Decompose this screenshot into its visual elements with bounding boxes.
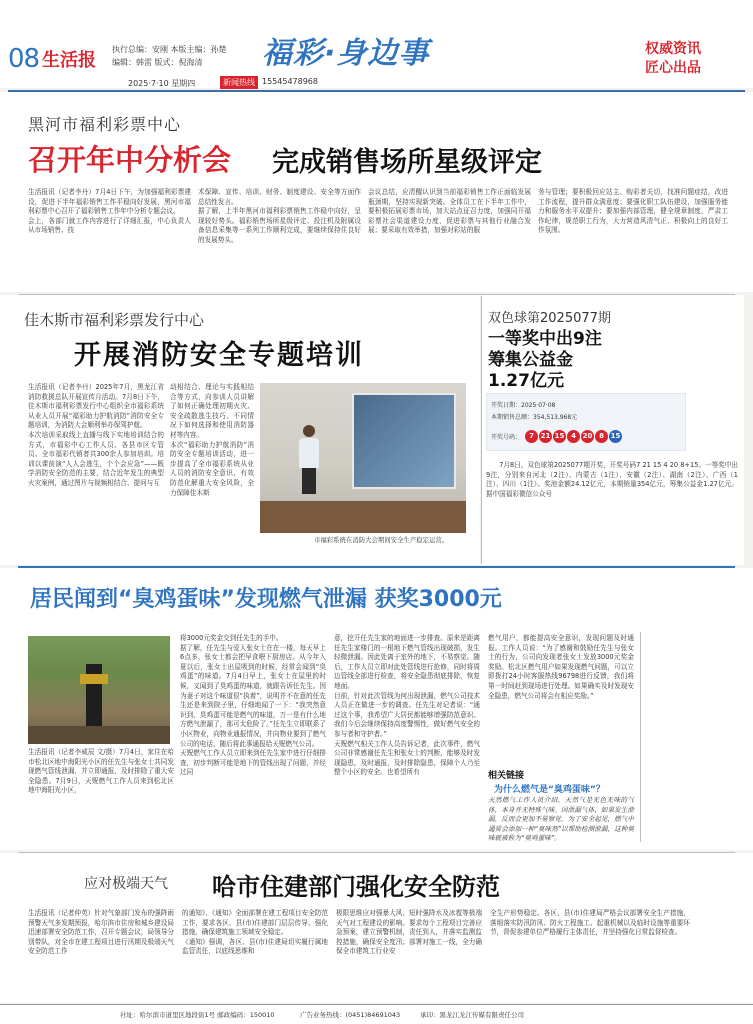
- draw-body: 7月8日，双色球第2025077期开奖，开奖号码7 21 15 4 20 8+15。一等奖中出9注，分别来自河北（2注）、内蒙古（1注）、安徽（2注）、湖南（2注）、广西（1注）、四川（1注）。奖池金额24.12亿元，本期销量354亿元，筹集公益金1.27亿元。 据中国福彩微信公众号: [486, 461, 743, 498]
- draw-numbers-label: 开奖号码：: [491, 434, 522, 441]
- article-3-headline: 居民闻到“臭鸡蛋味”发现燃气泄漏 获奖3000元: [30, 587, 502, 612]
- red-ball: 7: [525, 430, 538, 443]
- related-title: 为什么燃气是“臭鸡蛋味”？: [494, 785, 605, 795]
- article-1-col-4: 务与管理；要积极回应站主、购彩者关切，找准问题症结，改进工作流程，提升群众满意度；要强化职工队伍建设，加强服务能力和服务水平双提升；要加强内部管理，健全规章制度，严肃工作纪律，规范职工行为，大力营造风清气正、积极向上的良好工作氛围。: [538, 188, 728, 235]
- footer-printer: 承印：黑龙江龙江传媒有限责任公司: [420, 1011, 524, 1019]
- red-ball: 21: [539, 430, 552, 443]
- draw-info-panel: [486, 393, 686, 451]
- draw-sales: 354,513,968元: [533, 414, 578, 421]
- hotline-number: 15545478968: [262, 77, 318, 86]
- draw-sales-label: 本期销售总额：: [491, 414, 534, 421]
- slogan-2: 匠心出品: [645, 60, 701, 76]
- article-4-col-3: 极限思维应对强暴大风、短时强降水及冰雹等极端天气对工程建设的影响。要求每个工程项目完善应急预案，建立预警机制，责任到人，并落实监测监控措施，确保安全度汛；部署对施工一线，全力确保全市建筑工行业安: [336, 909, 482, 956]
- article-2-headline: 开展消防安全专题培训: [74, 340, 364, 371]
- hotline-badge: 新闻热线: [220, 76, 258, 89]
- issue-date: 2025·7·10 星期四: [128, 79, 196, 88]
- red-ball: 15: [553, 430, 566, 443]
- related-body: 天然燃气工作人员介绍，天然气是无色无味的气体，本身并无特殊气味。因泄漏气体，如果发生泄漏，反而会更加不易察觉。为了安全起见，燃气中通常会添加一种“臭味剂”以帮助检测泄漏，这种臭味就被称为“臭鸡蛋味”。: [488, 796, 634, 843]
- footer-address: 社址：哈尔滨市道里区地段街1号 邮政编码：150010: [120, 1011, 275, 1019]
- article-1-col-1: 生活报讯（记者李丹）7月4日下午，为加强福利彩票建设，促进下半年福彩销售工作平稳向好发展，黑河市福利彩票中心召开了福彩销售工作年中分析专题会议。 会上，各部门就工作内容进行了详细汇报，中心负责人从市场销售、技: [28, 188, 191, 235]
- article-2: [0, 295, 480, 565]
- related-label: 相关链接: [488, 771, 525, 781]
- article-1-col-2: 术保障、宣传、培训、财务、制度建设、安全等方面作总结性发言。 据了解，上半年黑河市福利彩票销售工作稳中向好，呈现较好势头。福彩销售场所星级评定、投注机及附属设备信息采集等一系列工作顺利完成，要继续保持住良好的发展势头。: [198, 188, 361, 244]
- column-title: 福彩·身边事: [262, 36, 430, 71]
- article-1-kicker: 黑河市福利彩票中心: [28, 115, 182, 134]
- article-4-col-4: 全生产形势稳定。各区、县(市)住建局严格会议部署安全生产措施，落细落实防汛防风、防火工程施工、起重机械以及临时设施等重要环节，督促参建单位严格履行主体责任，并坚持强化日常监督检查。: [490, 909, 690, 937]
- article-4-col-1: 生活报讯（记者仲英）针对气象部门发布的强降雨预警天气多发期预报，哈尔滨市住房和城乡建设局迅速部署安全防范工作，召开专题会议，局领导分别带队，对全市在建工程项目进行汛期及极端天气安全防范工作: [28, 909, 174, 956]
- draw-result: 一等奖中出9注 筹集公益金 1.27亿元: [488, 329, 602, 391]
- article-1: [0, 92, 753, 292]
- footer-ad: 广告业务热线：(0451)84691043: [300, 1011, 401, 1019]
- masthead: [0, 0, 753, 88]
- staff-line-2: 编辑：韩雷 版式：倪海清: [112, 58, 203, 67]
- slogan-1: 权威资讯: [645, 41, 701, 57]
- article-4-kicker: 应对极端天气: [84, 876, 168, 892]
- article-3-col-3: 燃气用户，都能提高安全意识，发现问题及时通报。工作人员说：“为了感谢和鼓励任先生与张女士的行为，公司向发现者张女士发放3000元奖金奖励。松北区燃气用户如果发现燃气问题，可以立即拨打24小时客服热线96798进行反馈，我们将第一时间赶到现场进行处理。如果确实及时发现安全隐患，燃气公司将会有相应奖励。”: [488, 634, 634, 700]
- article-2-col-1: 生活报讯（记者李丹）2025年7月，黑龙江省消防救援总队开展宣传月活动。7月8日下午，佳木斯市福利彩票发行中心组织全市福彩系统从业人员开展“福彩助力护航消防”消防安全专题培训，为消防大会顺利举办保驾护航。 本次培训采取线上直播与线下实地培训结合的方式，市福彩中心工作人员、各县市区专管员、全市福彩代销者共300余人参加培训。培训以课前演“人人会逃生，个个会应急”——既学消防安全防范的主要，结合近年发生的典型火灾案例，通过图片与视频相结合、提问与互: [28, 383, 164, 487]
- page-number: 08: [8, 44, 40, 74]
- article-1-headline-black: 完成销售场所星级评定: [272, 147, 542, 178]
- lottery-draw-box: [482, 295, 744, 565]
- article-1-headline-red: 召开年中分析会: [28, 143, 232, 177]
- paper-name: 生活报: [42, 50, 96, 71]
- pipe-valve: [80, 674, 108, 684]
- article-4-headline: 哈市住建部门强化安全防范: [212, 873, 500, 901]
- article-4-col-2: 的通知》、《通知》全面部署在建工程项目安全防范工作，要求各区、县(市)住建部门层层传导、强化措施，确保建筑施工领域安全稳定。 《通知》强调，各区、县(市)住建局切实履行属地监管责任，以底线思维和: [182, 909, 328, 956]
- projection-screen: [352, 393, 456, 489]
- article-2-kicker: 佳木斯市福利彩票发行中心: [24, 311, 205, 329]
- article-3-photo-caption: 生活报讯（记者李威辰 文/摄）7月4日，家住在哈市松北区地中海阳光小区的任先生与张女士共同发现燃气管线泄漏，并立即通报，及时排除了重大安全隐患。7月9日，天贶燃气工作人员来到松北区地中海阳光小区，: [28, 748, 174, 795]
- article-2-col-2: 动相结合、理论与实践相结合等方式，向参训人员讲解了如何正确处理初期火灾、安全疏散逃生技巧、不同情况下如何选择和使用消防器材等内容。 本次“福彩助力护航消防”消防安全专题培训活动，进一步提高了全市福彩系统从业人员的消防安全意识，有效防范化解重大安全风险，全力保障佳木斯: [170, 383, 254, 497]
- podium: [260, 501, 466, 533]
- soil: [28, 726, 170, 744]
- draw-date: 2025·07·08: [521, 402, 556, 409]
- gas-pipe-photo: [28, 636, 170, 744]
- article-3: [0, 568, 753, 850]
- training-photo: [260, 383, 466, 533]
- article-4: [0, 853, 753, 1003]
- divider-vertical-related: [640, 632, 641, 842]
- footer: [0, 1004, 753, 1024]
- article-3-col-2: 意，挖开任先生家的地面进一步排查。原来是距离任先生家楼门的一根地下燃气管线出现破损，发生轻微泄漏。因此处离于室外的地下，不易察觉。随后，工作人员立即对此处管线进行抢修，同时将周边管线全部进行检查，将安全隐患彻底排除，恢复地面。 目前，针对此次管线为何出现泄漏，燃气公司技术人员正在做进一步的调查。任先生对记者说：“通过这个事，我希望广大居民都能够增强防范意识。我们今后会继续保持高度警惕性，做好燃气安全的参与者和守护者。” 天贶燃气相关工作人员告诉记者，此次事件，燃气公司非常感谢任先生和张女士的判断，能够及时发现隐患，及时通报，及时排除隐患，保障个人乃至整个小区的安全。也希望所有: [334, 634, 480, 777]
- staff-line-1: 执行总编：安刚 本版主编：孙楚: [112, 45, 227, 54]
- blue-ball: 15: [609, 430, 622, 443]
- red-ball: 8: [595, 430, 608, 443]
- draw-title: 双色球第2025077期: [488, 311, 611, 326]
- photo-caption: 市福彩系统在消防大会期间安全生产稳定运营。: [314, 536, 449, 544]
- presenter-figure: [298, 425, 320, 495]
- red-ball: 20: [581, 430, 594, 443]
- draw-date-label: 开奖日期：: [491, 402, 522, 409]
- red-ball: 4: [567, 430, 580, 443]
- article-1-col-3: 会议总结，应清醒认识到当前福彩销售工作正面临发展瓶颈期，坚持实现新突破。全体员工在下半年工作中，要积极拓展彩票市场，加大站点征召力度，加强同开福彩票社会渠道建设力度，促进彩票与其他行业融合发展；要采取有效举措，加强对彩站的服: [368, 188, 531, 235]
- article-3-col-1: 将3000元奖金交到任先生的手中。 据了解，任先生与爱人张女士在在一楼，每天早上6点多，张女士都会把早食喂下厨房店。从今年入夏以后，张女士出屋吸到的时候，经常会闻到“臭鸡蛋”的味道。7月4日早上，张女士在屋里的时候，又闻到了臭鸡蛋的味道，就跟告诉任先生。因为妻子对这个味道很“执着”，说明并不在意的任先生还是来到院子里，仔细地闻了一下：“我突然意识到，臭鸡蛋可能是燃气的味道，万一是有什么地方燃气泄漏了，那可太危险了。”任先生立即联系了小区物业，向物业通报情况，并向物业要到了燃气公司的电话，随后将此事通报给天贶燃气公司。 天贶燃气工作人员立即来到任先生家中进行仔细排查，初步判断可能是地下的管线出现了问题，并经过同: [180, 634, 326, 777]
